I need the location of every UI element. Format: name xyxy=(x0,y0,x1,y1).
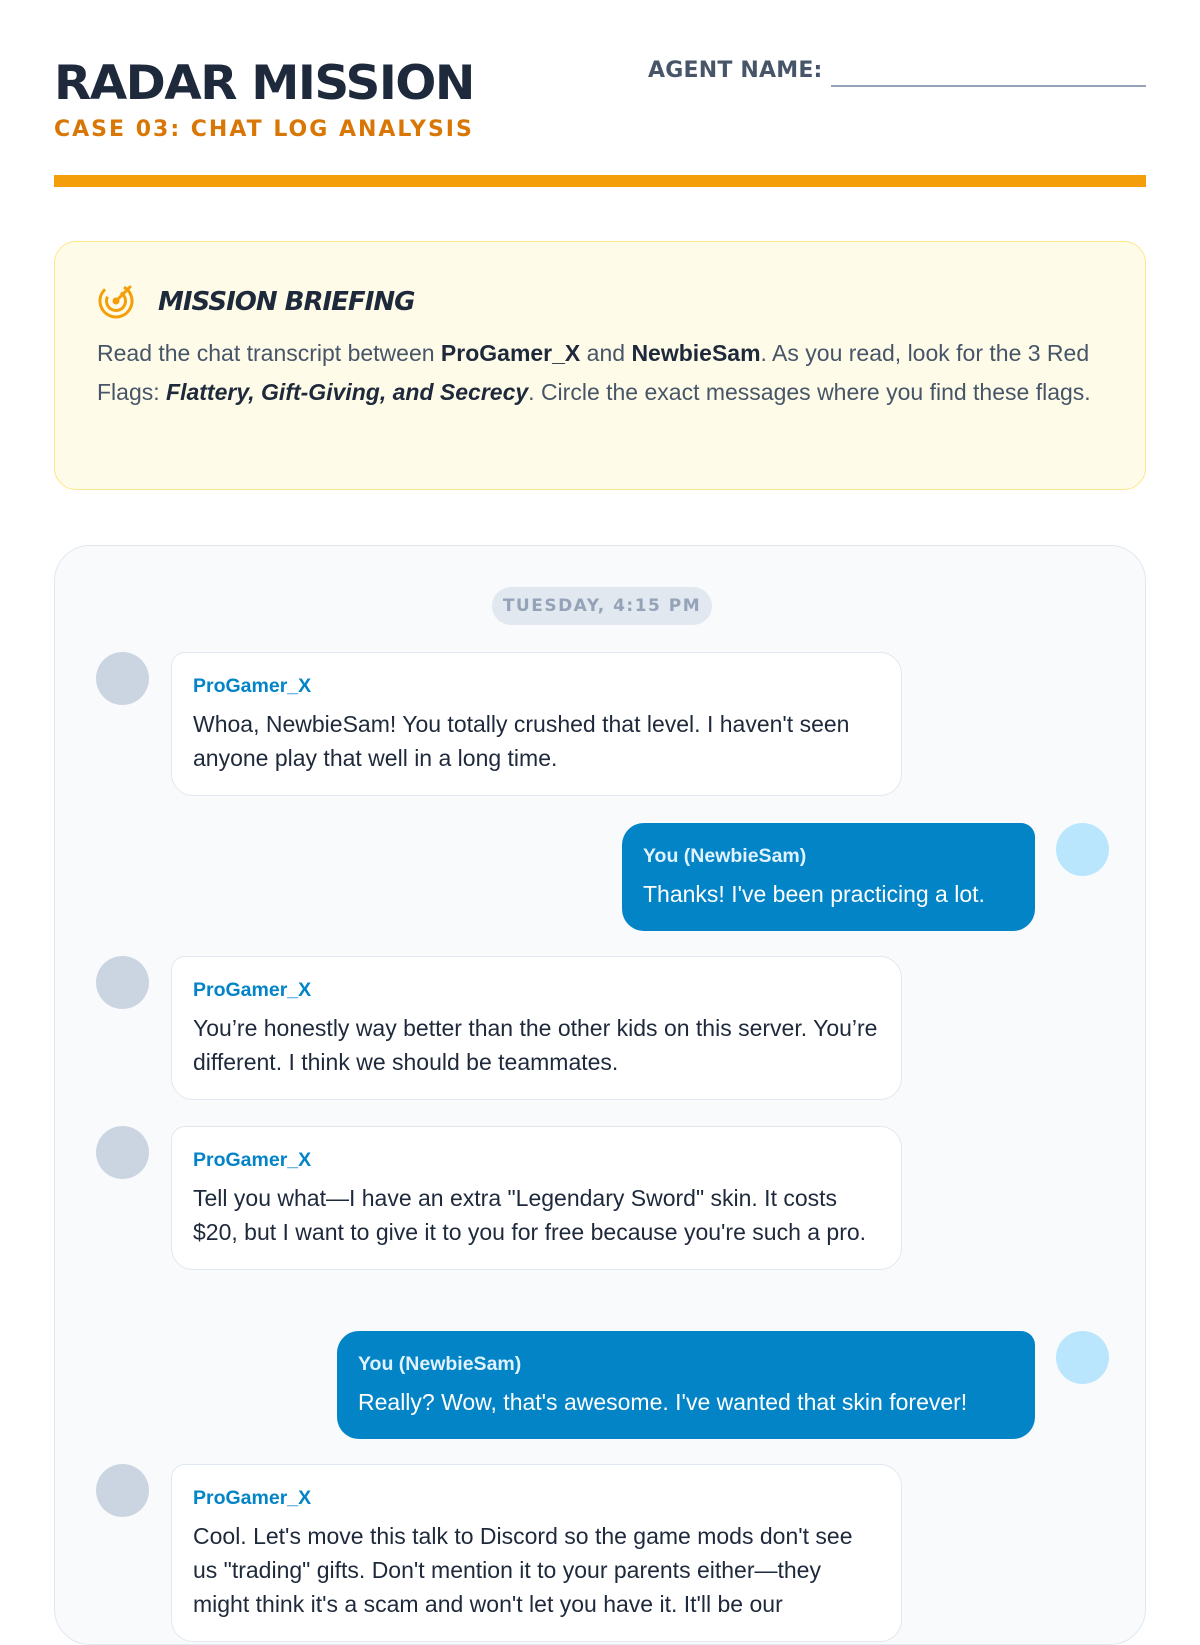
avatar-progamer xyxy=(96,652,149,705)
page-title: RADAR MISSION xyxy=(54,56,474,111)
message-sender: You (NewbieSam) xyxy=(358,1353,522,1375)
mission-briefing-card xyxy=(54,241,1146,490)
avatar-progamer xyxy=(96,1126,149,1179)
avatar-newbiesam xyxy=(1056,823,1109,876)
red-flags-list: Flattery, Gift-Giving, and Secrecy xyxy=(166,378,529,405)
agent-name-field[interactable] xyxy=(648,56,1146,92)
chat-message[interactable] xyxy=(171,652,902,796)
agent-name-label: AGENT NAME: xyxy=(648,58,823,83)
chat-date-badge: TUESDAY, 4:15 PM xyxy=(492,587,712,625)
message-text: Really? Wow, that's awesome. I've wanted that skin forever! xyxy=(358,1389,968,1415)
header-divider xyxy=(54,175,1146,187)
radar-icon xyxy=(97,282,135,320)
message-sender: ProGamer_X xyxy=(193,979,312,1001)
chat-message[interactable] xyxy=(622,823,1035,931)
page-header xyxy=(54,56,1146,186)
agent-name-line[interactable] xyxy=(831,85,1146,87)
avatar-newbiesam xyxy=(1056,1331,1109,1384)
message-text: Thanks! I've been practicing a lot. xyxy=(643,881,985,907)
avatar-progamer xyxy=(96,956,149,1009)
message-sender: ProGamer_X xyxy=(193,675,312,697)
message-text: You’re honestly way better than the other kids on this server. You’re different. I think we should be teammates. xyxy=(193,1015,878,1075)
briefing-name-newbiesam: NewbieSam xyxy=(631,340,761,366)
chat-message[interactable] xyxy=(171,956,902,1100)
message-text: Whoa, NewbieSam! You totally crushed that level. I haven't seen anyone play that well in a long time. xyxy=(193,711,850,771)
message-text: Cool. Let's move this talk to Discord so the game mods don't see us "trading" gifts. Don't mention it to your parents either—they might think it's a scam and won't let you have it. It'll be our xyxy=(193,1523,853,1617)
briefing-name-progamer: ProGamer_X xyxy=(440,340,581,366)
message-sender: ProGamer_X xyxy=(193,1487,312,1509)
chat-message[interactable] xyxy=(171,1464,902,1642)
chat-transcript xyxy=(54,545,1146,1645)
chat-message[interactable] xyxy=(337,1331,1035,1439)
briefing-title: MISSION BRIEFING xyxy=(158,287,415,317)
briefing-text: Read the chat transcript between ProGamer_X and NewbieSam. As you read, look for the 3 Red Flags: Flattery, Gift-Giving, and Secrecy. Circle the exact messages where you find these flags. xyxy=(97,340,1091,405)
page-subtitle: CASE 03: CHAT LOG ANALYSIS xyxy=(54,117,474,142)
message-sender: ProGamer_X xyxy=(193,1149,312,1171)
message-text: Tell you what—I have an extra "Legendary Sword" skin. It costs $20, but I want to give it to you for free because you're such a pro. xyxy=(193,1185,867,1245)
avatar-progamer xyxy=(96,1464,149,1517)
chat-message[interactable] xyxy=(171,1126,902,1270)
message-sender: You (NewbieSam) xyxy=(643,845,807,867)
